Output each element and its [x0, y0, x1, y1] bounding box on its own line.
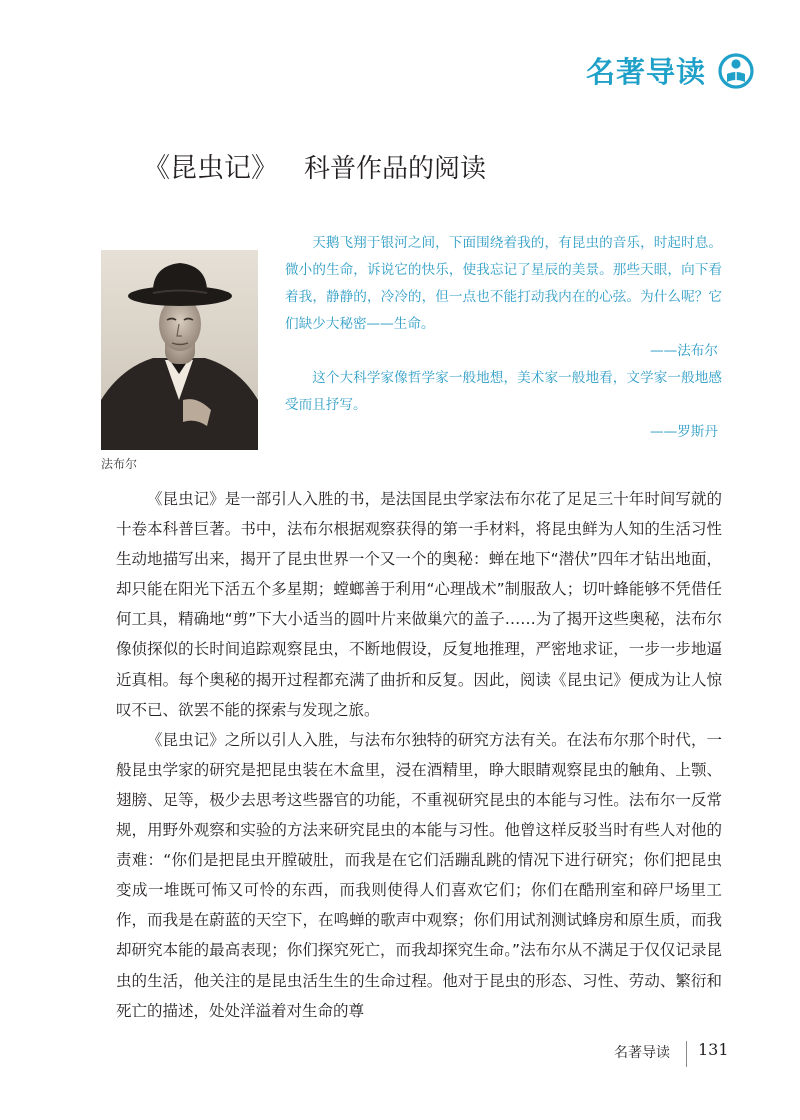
quote-attribution: ——罗斯丹: [650, 424, 718, 440]
quote-text: 天鹅飞翔于银河之间，下面围绕着我的，有昆虫的音乐，时起时息。微小的生命，诉说它的快乐，使我忘记了星辰的美景。那些天眼，向下看着我，静静的，冷冷的，但一点也不能打动我内在的心弦。为什么呢？它们缺少大秘密——生命。: [285, 235, 722, 332]
portrait-photo: [101, 250, 258, 450]
chapter-title: [143, 146, 486, 185]
body-paragraph: 《昆虫记》是一部引人入胜的书，是法国昆虫学家法布尔花了足足三十年时间写就的十卷本科普巨著。书中，法布尔根据观察获得的第一手材料，将昆虫鲜为人知的生活习性生动地描写出来，揭开了昆虫世界一个又一个的奥秘：蝉在地下“潜伏”四年才钻出地面，却只能在阳光下活五个多星期；螳螂善于利用“心理战术”制服敌人；切叶蜂能够不凭借任何工具，精确地“剪”下大小适当的圆叶片来做巢穴的盖子……为了揭开这些奥秘，法布尔像侦探似的长时间追踪观察昆虫，不断地假设，反复地推理，严密地求证，一步一步地逼近真相。每个奥秘的揭开过程都充满了曲折和反复。因此，阅读《昆虫记》便成为让人惊叹不已、欲罢不能的探索与发现之旅。: [116, 490, 722, 719]
page-number: 131: [698, 1040, 729, 1059]
quote-attribution: ——法布尔: [650, 343, 718, 359]
section-title: 名著导读: [586, 55, 707, 89]
portrait-illustration: [101, 250, 258, 450]
chapter-subtitle: 科普作品的阅读: [304, 154, 487, 184]
chapter-book-title: 《昆虫记》: [143, 153, 278, 184]
quote-text: 这个大科学家像哲学家一般地想，美术家一般地看，文学家一般地感受而且抒写。: [285, 370, 722, 413]
footer-section-label: 名著导读: [614, 1045, 670, 1061]
epigraph-quotes: [285, 230, 722, 446]
reading-person-icon: [718, 52, 754, 90]
article-body: [116, 484, 722, 1026]
portrait-caption: 法布尔: [101, 457, 138, 471]
body-paragraph: 《昆虫记》之所以引人入胜，与法布尔独特的研究方法有关。在法布尔那个时代，一般昆虫学家的研究是把昆虫装在木盒里，浸在酒精里，睁大眼睛观察昆虫的触角、上颚、翅膀、足等，极少去思考这些器官的功能，不重视研究昆虫的本能与习性。法布尔一反常规，用野外观察和实验的方法来研究昆虫的本能与习性。他曾这样反驳当时有些人对他的责难：“你们是把昆虫开膛破肚，而我是在它们活蹦乱跳的情况下进行研究；你们把昆虫变成一堆既可怖又可怜的东西，而我则使得人们喜欢它们；你们在酷刑室和碎尸场里工作，而我是在蔚蓝的天空下，在鸣蝉的歌声中观察；你们用试剂测试蜂房和原生质，而我却研究本能的最高表现；你们探究死亡，而我却探究生命。”法布尔从不满足于仅仅记录昆虫的生活，他关注的是昆虫活生生的生命过程。他对于昆虫的形态、习性、劳动、繁衍和死亡的描述，处处洋溢着对生命的尊: [116, 730, 722, 1020]
footer-divider: [686, 1041, 687, 1067]
